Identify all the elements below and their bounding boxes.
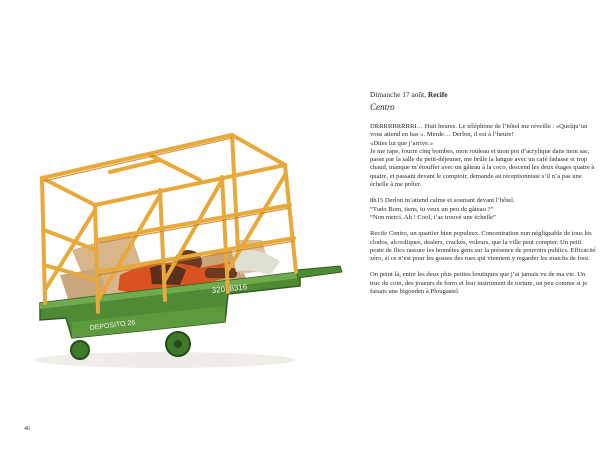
paragraph-line: “Non merci. Ah ! Cool, t’as trouvé une échelle” [370, 213, 496, 221]
paragraph-line: DRRRRRRRRRI… Huit heures. Le téléphone de l’hôtel me réveille : «Quelqu’un vous attend en bas ». Merde… Derlon, il est à l’heure! [370, 123, 588, 139]
paragraph [370, 230, 596, 263]
paragraph-line: Je me rape, fourre cinq bombes, mon rouleau et mon pot d’acrylique dans mon sac, passe par la salle du petit-déjeuner, me brûle la langue avec un café fadasse et trop chaud, manque m’étouffer avec un gâteau à la coco, descend les deux étages quatre à quatre, et passant devant le comptoir, demande au réceptionniste s’il n’a pas une échelle à me prêter. [370, 147, 595, 189]
dateline [370, 90, 596, 99]
place: Recife [427, 90, 448, 99]
section-title: Centro [370, 102, 395, 112]
paragraph [370, 123, 596, 189]
cart-side-text: DEPOSITO 26 [89, 319, 136, 332]
journal-text [370, 90, 596, 304]
paragraph [370, 271, 596, 296]
paragraph-line: Recife Centro, un quartier bien populeux. Concentration non négligeable de tous les clodos, alcooliques, dealers, crackés, voleurs, que la ville peut compter. Un petit poste de flics rassure les honnêtes gens sur la présence de pouvoirs publics. Efficacité zéro, si ce n’est pour les gosses des rues qui viennent y regarder les matchs de foot. [370, 230, 596, 263]
date: Dimanche 17 août, [370, 90, 427, 99]
paragraph [370, 197, 596, 222]
paragraph-line: “Tudo Bom, tiens, tu veux un peu de gâteau ?” [370, 205, 494, 213]
page-number: 46 [24, 426, 30, 432]
paragraph-line: On peint là, entre les deux plus petites boutiques que j’ai jamais vu de ma vie. Un truc du coin, des joueurs de forro et leur instrument de torture, un peu comme si je faisais une bigouden à Plougastel. [370, 271, 588, 296]
paragraph-line: 8h15 Derlon m’attend calme et souriant devant l’hôtel. [370, 197, 515, 205]
cart-plate-text: 32018316 [211, 282, 248, 295]
paragraph-line: «Dites lui que j’arrive.» [370, 139, 433, 147]
